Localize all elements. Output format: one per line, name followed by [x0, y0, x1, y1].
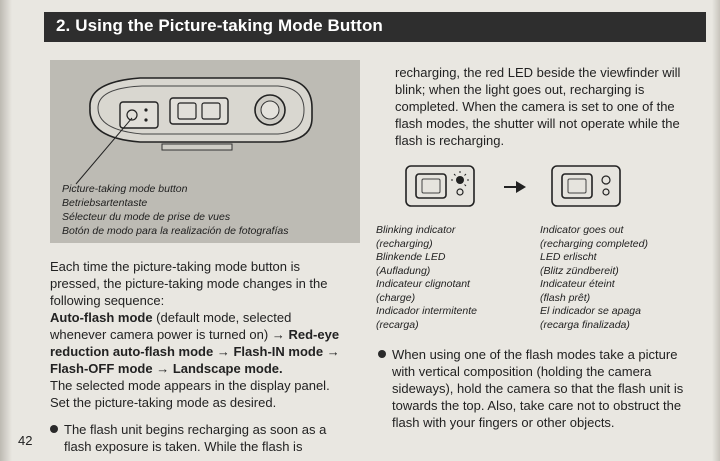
- left-bullet: [50, 421, 350, 455]
- sequence-arrow: →: [326, 344, 340, 359]
- page-number: 42: [18, 433, 33, 448]
- led-right-caption: (recharging completed): [540, 237, 648, 250]
- led-left-caption: Indicador intermitente: [376, 305, 477, 317]
- led-right-caption: LED erlischt: [540, 251, 597, 263]
- bullet-dot: [378, 350, 386, 358]
- bullet-dot: [50, 425, 58, 433]
- sequence-arrow: →: [216, 344, 230, 359]
- caption-en: Picture-taking mode button: [62, 183, 188, 195]
- strap-lug: [162, 144, 232, 150]
- mode-button-dot-bottom: [144, 118, 147, 121]
- left-column: [50, 258, 350, 455]
- right-bullet-text: When using one of the flash modes take a picture with vertical composition (holding the camera sideways), hold the camera so that the flash unit is towards the top. Also, take care not to obstruct the flash with your fingers or other objects.: [392, 347, 684, 430]
- caption-fr: Sélecteur du mode de prise de vues: [62, 211, 231, 223]
- mode-auto-flash: Auto-flash mode: [50, 310, 153, 325]
- led-left-caption: (recarga): [376, 318, 419, 331]
- lens-center: [261, 101, 279, 119]
- after-paragraph: The selected mode appears in the display panel. Set the picture-taking mode as desired.: [50, 378, 330, 410]
- led-diagram: [400, 160, 640, 212]
- caption-es: Botón de modo para la realización de fotografías: [62, 225, 289, 237]
- picture-taking-mode-button: [120, 102, 158, 128]
- intro-paragraph: Each time the picture-taking mode button is pressed, the picture-taking mode changes in the following sequence:: [50, 259, 328, 308]
- page-edge-right: [712, 0, 720, 461]
- section-title: 2. Using the Picture-taking Mode Button: [56, 16, 383, 35]
- led-left-caption: Indicateur clignotant: [376, 278, 470, 290]
- mode-red-eye: Red-eye reduction auto-flash mode: [50, 327, 340, 359]
- camera-illustration: [50, 60, 360, 243]
- display-panel: [170, 98, 228, 124]
- sequence-arrow: →: [271, 327, 285, 342]
- led-left-caption: (recharging): [376, 237, 433, 250]
- led-left-caption: (charge): [376, 291, 416, 304]
- led-captions-left: [376, 224, 477, 332]
- led-right-caption: El indicador se apaga: [540, 305, 641, 317]
- right-intro-paragraph: recharging, the red LED beside the viewfinder will blink; when the light goes out, recharging is completed. When the camera is set to one of the flash modes, the shutter will not operate while the flash is recharging.: [395, 65, 681, 148]
- led-left-caption: Blinkende LED: [376, 251, 446, 263]
- mode-landscape: Landscape mode.: [172, 361, 283, 376]
- led-right-caption: (flash prêt): [540, 291, 591, 304]
- mode-sequence: [50, 309, 350, 377]
- led-diagram-graphic: [400, 160, 640, 212]
- led-right-caption: Indicator goes out: [540, 224, 624, 236]
- led-blinking-icon: [456, 176, 464, 184]
- section-header: [44, 12, 706, 42]
- page-edge-left: [0, 0, 12, 461]
- arrow-right-icon: [504, 181, 526, 193]
- led-left-caption: Blinking indicator: [376, 224, 456, 236]
- right-bullet: [378, 346, 698, 431]
- mode-auto-flash-note: (default mode, selected whenever camera power is turned on): [50, 310, 292, 342]
- led-right-caption: (Blitz zündbereit): [540, 264, 619, 277]
- mode-flash-off: Flash-OFF mode: [50, 361, 153, 376]
- sequence-arrow: →: [156, 361, 170, 376]
- led-right-caption: Indicateur éteint: [540, 278, 615, 290]
- left-bullet-text: The flash unit begins recharging as soon as a flash exposure is taken. While the flash is: [64, 422, 327, 454]
- led-right-caption: (recarga finalizada): [540, 318, 630, 331]
- led-captions-right: [540, 224, 648, 332]
- mode-flash-in: Flash-IN mode: [233, 344, 324, 359]
- led-left-caption: (Aufladung): [376, 264, 431, 277]
- caption-de: Betriebsartentaste: [62, 197, 148, 209]
- mode-button-dot-top: [144, 108, 147, 111]
